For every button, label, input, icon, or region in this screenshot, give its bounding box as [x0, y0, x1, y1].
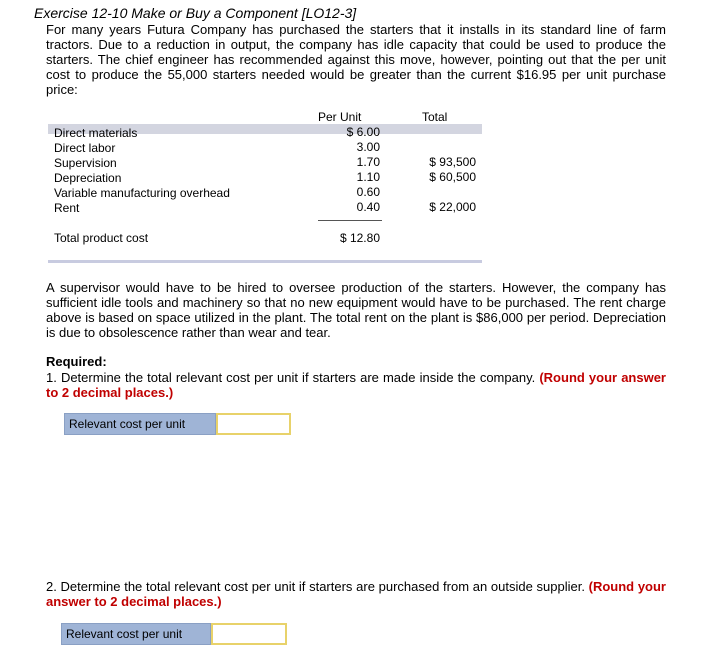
header-total: Total — [422, 110, 448, 124]
row-total-rent: $ 22,000 — [429, 200, 476, 214]
answer-2-input[interactable] — [211, 623, 287, 645]
answer-1-label: Relevant cost per unit — [64, 413, 216, 435]
context-paragraph: A supervisor would have to be hired to oversee production of the starters. However, the company has sufficient idle tools and machinery so that no new equipment would have to be purchased. The rent charge above is based on space utilized in the plant. The total rent on the plant is $86,000 per period. Depreciation is due to obsolescence rather than wear and tear. — [46, 280, 666, 340]
row-unit-rent: 0.40 — [356, 200, 380, 214]
question-1-text: 1. Determine the total relevant cost per unit if starters are made inside the company. — [46, 370, 536, 385]
question-2-note: (Round your answer to 2 decimal places.) — [46, 579, 666, 609]
question-1-note: (Round your answer to 2 decimal places.) — [46, 370, 666, 400]
row-label-direct-materials: Direct materials — [54, 126, 138, 140]
total-product-cost-label: Total product cost — [54, 231, 149, 245]
row-label-direct-labor: Direct labor — [54, 141, 116, 155]
row-label-depreciation: Depreciation — [54, 171, 122, 185]
question-2-text: 2. Determine the total relevant cost per unit if starters are purchased from an outside supplier. — [46, 579, 585, 594]
required-heading: Required: — [46, 354, 107, 369]
question-1 — [46, 370, 666, 400]
row-total-supervision: $ 93,500 — [429, 155, 476, 169]
question-2 — [46, 579, 666, 609]
row-total-depreciation: $ 60,500 — [429, 170, 476, 184]
exercise-title: Exercise 12-10 Make or Buy a Component [LO12-3] — [34, 5, 357, 21]
row-label-supervision: Supervision — [54, 156, 117, 170]
row-unit-direct-materials: $ 6.00 — [346, 125, 380, 139]
row-unit-direct-labor: 3.00 — [356, 140, 380, 154]
answer-2-label: Relevant cost per unit — [61, 623, 211, 645]
row-label-variable-overhead: Variable manufacturing overhead — [54, 186, 230, 200]
row-unit-depreciation: 1.10 — [356, 170, 380, 184]
answer-row-1 — [64, 413, 291, 435]
total-product-cost-value: $ 12.80 — [339, 231, 380, 245]
total-separator-line — [318, 220, 382, 221]
answer-1-input[interactable] — [216, 413, 291, 435]
row-label-rent: Rent — [54, 201, 80, 215]
header-per-unit: Per Unit — [318, 110, 362, 124]
row-unit-variable-overhead: 0.60 — [356, 185, 380, 199]
exercise-intro: For many years Futura Company has purchased the starters that it installs in its standard line of farm tractors. Due to a reduction in output, the company has idle capacity that could be used to produce the starters. The chief engineer has recommended against this move, however, pointing out that the per unit cost to produce the 55,000 starters needed would be greater than the current $16.95 per unit purchase price: — [46, 22, 666, 97]
table-bottom-bar — [48, 260, 482, 263]
row-unit-supervision: 1.70 — [356, 155, 380, 169]
answer-row-2 — [61, 623, 287, 645]
